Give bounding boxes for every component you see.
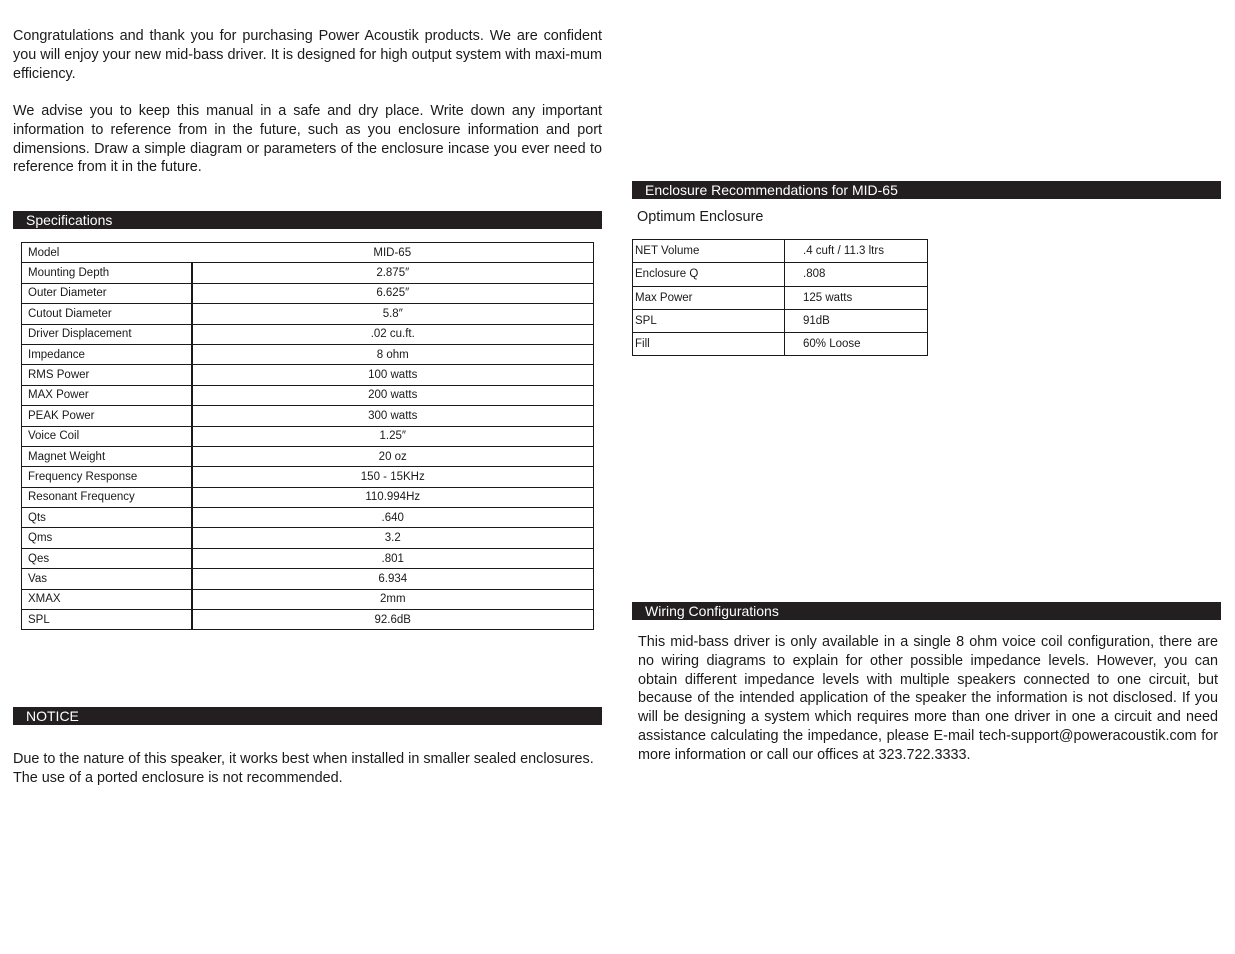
specifications-heading: Specifications [13, 211, 602, 229]
spec-row [22, 426, 594, 446]
spec-label: Magnet Weight [22, 446, 192, 466]
wiring-text: This mid-bass driver is only available in a single 8 ohm voice coil configuration, there are no wiring diagrams to explain for other possible impedance levels. However, you can obtain different impedance levels with multiple speakers connected to one circuit, but because of the intended application of the speaker the information is not disclosed. If you will be designing a system which requires more than one driver in one a circuit and need assistance calculating the impedance, please E-mail tech-support@poweracoustik.com for more information or call our offices at 323.722.3333. [638, 634, 1218, 763]
spec-value: 20 oz [192, 446, 594, 466]
spec-label: MAX Power [22, 385, 192, 405]
enclosure-table [632, 239, 928, 356]
spec-row [22, 548, 594, 568]
spec-value: 8 ohm [192, 344, 594, 364]
spec-row [22, 406, 594, 426]
spec-value: 5.8″ [192, 304, 594, 324]
spec-row [22, 263, 594, 283]
encl-row [633, 309, 928, 332]
spec-value: 110.994Hz [192, 487, 594, 507]
spec-value: 3.2 [192, 528, 594, 548]
encl-row [633, 240, 928, 263]
spec-row [22, 589, 594, 609]
spec-label: Outer Diameter [22, 283, 192, 303]
spec-row [22, 344, 594, 364]
spec-label: PEAK Power [22, 406, 192, 426]
spec-row [22, 243, 594, 263]
spec-label: XMAX [22, 589, 192, 609]
encl-row [633, 333, 928, 356]
spec-value: .02 cu.ft. [192, 324, 594, 344]
spec-value: 2.875″ [192, 263, 594, 283]
spec-row [22, 610, 594, 630]
intro-paragraph-1: Congratulations and thank you for purchasing Power Acoustik products. We are confident you will enjoy your new mid-bass driver. It is designed for high output system with maxi-mum efficiency. [13, 28, 602, 82]
spec-label: Qes [22, 548, 192, 568]
spec-value: 6.625″ [192, 283, 594, 303]
spec-row [22, 304, 594, 324]
spec-value: 92.6dB [192, 610, 594, 630]
spec-label: RMS Power [22, 365, 192, 385]
spec-row [22, 385, 594, 405]
encl-value: .808 [785, 263, 928, 286]
spec-label: Vas [22, 569, 192, 589]
spec-value: 300 watts [192, 406, 594, 426]
encl-value: 91dB [785, 309, 928, 332]
spec-label: Cutout Diameter [22, 304, 192, 324]
optimum-enclosure-subtitle: Optimum Enclosure [637, 209, 764, 225]
encl-label: SPL [633, 309, 785, 332]
encl-label: Fill [633, 333, 785, 356]
wiring-heading: Wiring Configurations [632, 602, 1221, 620]
spec-row [22, 446, 594, 466]
spec-label: Driver Displacement [22, 324, 192, 344]
spec-row [22, 528, 594, 548]
spec-label: Model [22, 243, 192, 263]
notice-heading: NOTICE [13, 707, 602, 725]
encl-value: 60% Loose [785, 333, 928, 356]
specifications-table [21, 242, 594, 630]
intro-paragraph-2: We advise you to keep this manual in a safe and dry place. Write down any important information to reference from in the future, such as you enclosure information and port dimensions. Draw a simple diagram or parameters of the enclosure incase you ever need to reference from it in the future. [13, 103, 602, 176]
spec-label: Qms [22, 528, 192, 548]
encl-value: .4 cuft / 11.3 ltrs [785, 240, 928, 263]
spec-value: 1.25″ [192, 426, 594, 446]
encl-row [633, 286, 928, 309]
enclosure-heading: Enclosure Recommendations for MID-65 [632, 181, 1221, 199]
spec-value: 100 watts [192, 365, 594, 385]
encl-label: Max Power [633, 286, 785, 309]
encl-label: Enclosure Q [633, 263, 785, 286]
spec-row [22, 365, 594, 385]
spec-value: .801 [192, 548, 594, 568]
notice-text: Due to the nature of this speaker, it works best when installed in smaller sealed enclosures. The use of a ported enclosure is not recommended. [13, 751, 594, 786]
encl-label: NET Volume [633, 240, 785, 263]
encl-value: 125 watts [785, 286, 928, 309]
spec-value: 200 watts [192, 385, 594, 405]
spec-label: Qts [22, 508, 192, 528]
spec-label: Voice Coil [22, 426, 192, 446]
spec-value: 2mm [192, 589, 594, 609]
spec-label: Resonant Frequency [22, 487, 192, 507]
spec-row [22, 324, 594, 344]
spec-value: MID-65 [192, 243, 594, 263]
spec-label: Mounting Depth [22, 263, 192, 283]
spec-value: 6.934 [192, 569, 594, 589]
spec-row [22, 283, 594, 303]
spec-label: Frequency Response [22, 467, 192, 487]
spec-label: Impedance [22, 344, 192, 364]
spec-label: SPL [22, 610, 192, 630]
spec-row [22, 508, 594, 528]
encl-row [633, 263, 928, 286]
spec-row [22, 467, 594, 487]
spec-row [22, 487, 594, 507]
spec-row [22, 569, 594, 589]
spec-value: 150 - 15KHz [192, 467, 594, 487]
spec-value: .640 [192, 508, 594, 528]
